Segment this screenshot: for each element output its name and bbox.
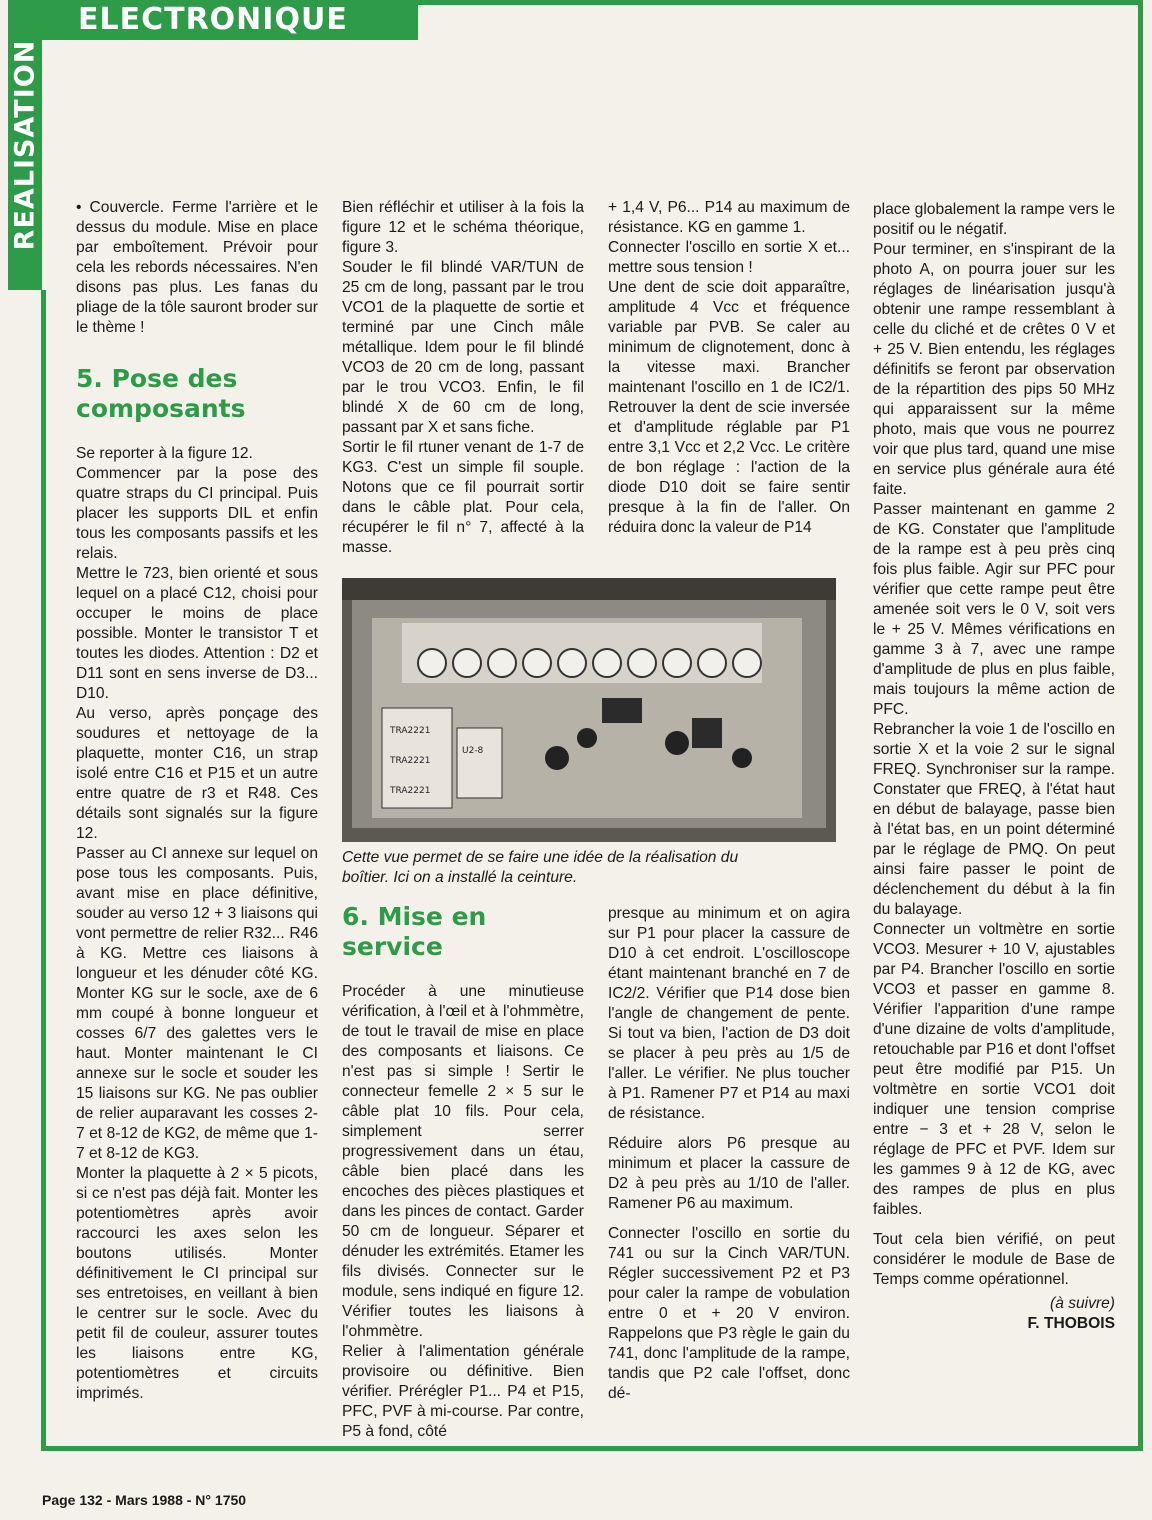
- side-tab: [8, 0, 42, 290]
- photo-illustration: [342, 578, 836, 842]
- paragraph: Souder le fil blindé VAR/TUN de 25 cm de long, passant par le trou VCO1 de la plaquette de sortie et terminé par une Cinch mâle métallique. Idem pour le fil blindé VCO3 de 20 cm de long, passant par le trou VCO3. Enfin, le fil blindé X de 60 cm de long, passant par X et sans fiche.: [342, 259, 584, 436]
- paragraph: Passer au CI annexe sur lequel on pose tous les composants. Puis, avant mise en place définitive, souder au verso 12 + 3 liaisons qui vont permettre de relier R32... R46 à KG. Mettre ces liaisons à longueur et les dénuder côté KG. Monter KG sur le socle, axe de 6 mm coupé à bonne longueur et cosses 6/7 des galettes vers le haut. Monter maintenant le CI annexe sur le socle et souder les 15 liaisons sur KG. Ne pas oublier de relier auparavant les cosses 2-7 et 8-12 de KG2, de même que 1-7 et 8-12 de KG3.: [76, 845, 318, 1162]
- column-2-top: [342, 198, 584, 558]
- section-heading: 5. Pose des composants: [76, 364, 246, 423]
- paragraph: Passer maintenant en gamme 2 de KG. Constater que l'amplitude de la rampe est à peu près cinq fois plus faible. Agir sur PFC pour vérifier que cette rampe peut être amenée soit vers le 0 V, soit vers le + 25 V. Mêmes vérifications en gamme 3 à 7, avec une rampe d'amplitude de plus en plus faible, mais toujours la même action de PFC.: [873, 501, 1115, 718]
- paragraph: • Couvercle. Ferme l'arrière et le dessus du module. Mise en place par emboîtement. Prévoir pour cela les rebords nécessaires. N'en disons pas plus. Les fanas du pliage de la tôle sauront broder sur le thème !: [76, 199, 318, 336]
- paragraph: Commencer par la pose des quatre straps du CI principal. Puis placer les supports DIL et enfin tous les composants passifs et les relais.: [76, 465, 318, 562]
- paragraph: + 1,4 V, P6... P14 au maximum de résistance. KG en gamme 1.: [608, 199, 850, 236]
- paragraph: Au verso, après ponçage des soudures et nettoyage de la plaquette, monter C16, un strap isolé entre C16 et P15 et un autre entre quatre de r3 et R48. Ces détails sont signalés sur la figure 12.: [76, 705, 318, 842]
- paragraph: Relier à l'alimentation générale provisoire ou définitive. Bien vérifier. Prérégler P1... P4 et P15, PFC, PVF à mi-course. Par contre, P5 à fond, côté: [342, 1343, 584, 1440]
- photo-caption: Cette vue permet de se faire une idée de la réalisation du boîtier. Ici on a installé la ceinture.: [342, 849, 739, 886]
- section-heading: 6. Mise en service: [342, 902, 487, 961]
- photo-circuit-board: [342, 578, 836, 842]
- column-4: [873, 200, 1115, 1334]
- paragraph: Tout cela bien vérifié, on peut considérer le module de Base de Temps comme opérationnel.: [873, 1231, 1115, 1288]
- paragraph: Réduire alors P6 presque au minimum et placer la cassure de D2 à peu près au 1/10 de l'aller. Ramener P6 au maximum.: [608, 1135, 850, 1212]
- column-3-bottom: [608, 904, 850, 1404]
- page-footer: Page 132 - Mars 1988 - N° 1750: [42, 1492, 247, 1508]
- frame-border: [41, 290, 46, 1450]
- paragraph: Connecter un voltmètre en sortie VCO3. Mesurer + 10 V, ajustables par P4. Brancher l'oscillo en sortie VCO3 et passer en gamme 8. Vérifier l'apparition d'une rampe d'une dizaine de volts d'amplitude, retouchable par P16 et dont l'offset peut être modifié par P15. Un voltmètre en sortie VCO1 doit indiquer une tension comprise entre − 3 et + 28 V, selon le réglage de PFC et PVF. Idem sur les gammes 9 à 12 de KG, avec des rampes de plus en plus faibles.: [873, 921, 1115, 1218]
- side-label: REALISATION: [9, 39, 41, 251]
- frame-border: [1138, 0, 1143, 1450]
- paragraph: Bien réfléchir et utiliser à la fois la figure 12 et le schéma théorique, figure 3.: [342, 199, 584, 256]
- paragraph: place globalement la rampe vers le positif ou le négatif.: [873, 201, 1115, 238]
- paragraph: Connecter l'oscillo en sortie X et... mettre sous tension !: [608, 239, 850, 276]
- column-3-top: [608, 198, 850, 538]
- relay-label: U2-8: [462, 746, 484, 756]
- paragraph: Se reporter à la figure 12.: [76, 445, 253, 462]
- to-follow: (à suivre): [1050, 1295, 1115, 1312]
- column-1: [76, 198, 318, 1404]
- paragraph: Procéder à une minutieuse vérification, à l'œil et à l'ohmmètre, de tout le travail de mise en place des composants et liaisons. Ce n'est pas si simple ! Sertir le connecteur femelle 2 × 5 sur le câble plat 10 fils. Pour cela, simplement serrer progressivement dans un étau, câble bien placé dans les encoches des pièces plastiques et dans les pinces de contact. Garder 50 cm de longueur. Séparer et dénuder les extrémités. Etamer les fils divisés. Connecter sur le module, sens indiqué en figure 12. Vérifier toutes les liaisons à l'ohmmètre.: [342, 983, 584, 1340]
- frame-border: [418, 0, 1142, 5]
- frame-border: [41, 1446, 1143, 1451]
- relay-label: TRA2221: [390, 756, 431, 766]
- paragraph: Pour terminer, en s'inspirant de la photo A, on pourra jouer sur les réglages de linéarisation jusqu'à obtenir une rampe ressemblant à celle du cliché et de crêtes 0 V et + 25 V. Bien entendu, les réglages définitifs se feront par observation de la répartition des pips 50 MHz qui apparaissent sur la même photo, mais que vous ne pourrez voir que plus tard, quand une mise en service plus générale aura été faite.: [873, 241, 1115, 498]
- paragraph: Mettre le 723, bien orienté et sous lequel on a placé C12, choisi pour occuper le moins de place possible. Monter le transistor T et toutes les diodes. Attention : D2 et D11 sont en sens inverse de D3... D10.: [76, 565, 318, 702]
- paragraph: presque au minimum et on agira sur P1 pour placer la cassure de D10 à cet endroit. L'oscilloscope étant maintenant branché en 7 de IC2/2. Vérifier que P14 dose bien l'angle de changement de pente. Si tout va bien, l'action de D3 doit se placer à peu près au 1/5 de l'aller. Le vérifier. Ne plus toucher à P1. Ramener P7 et P14 au maxi de résistance.: [608, 905, 850, 1122]
- author: F. THOBOIS: [1027, 1315, 1115, 1332]
- paragraph: Monter la plaquette à 2 × 5 picots, si ce n'est pas déjà fait. Monter les potentiomètres après avoir raccourci les axes selon les boutons utilisés. Monter définitivement le CI principal sur ses entretoises, en veillant à bien le centrer sur le socle. Avec du petit fil de couleur, assurer toutes les liaisons entre KG, potentiomètres et circuits imprimés.: [76, 1165, 318, 1402]
- relay-label: TRA2221: [390, 726, 431, 736]
- column-2-bottom: [342, 872, 584, 1442]
- paragraph: Rebrancher la voie 1 de l'oscillo en sortie X et la voie 2 sur le signal FREQ. Synchroniser sur la rampe. Constater que FREQ, à l'état haut en début de balayage, passe bien à l'état bas, en un point déterminé par le réglage de PMQ. On peut ainsi faire passer le point de déclenchement du début à la fin du balayage.: [873, 721, 1115, 918]
- relay-label: TRA2221: [390, 786, 431, 796]
- section-header: ELECTRONIQUE: [42, 0, 418, 40]
- paragraph: Sortir le fil rtuner venant de 1-7 de KG3. C'est un simple fil souple. Notons que ce fil pourrait sortir dans le câble plat. Pour cela, récupérer le fil n° 7, affecté à la masse.: [342, 439, 584, 556]
- paragraph: Connecter l'oscillo en sortie du 741 ou sur la Cinch VAR/TUN. Régler successivement P2 et P3 pour caler la rampe de vobulation entre 0 et + 20 V environ. Rappelons que P3 règle le gain du 741, donc l'amplitude de la rampe, tandis que P2 cale l'offset, donc dé-: [608, 1225, 850, 1402]
- paragraph: Une dent de scie doit apparaître, amplitude 4 Vcc et fréquence variable par PVB. Se caler au minimum de clignotement, donc à la vitesse maxi. Brancher maintenant l'oscillo en 1 de IC2/1. Retrouver la dent de scie inversée et d'amplitude réglable par P1 entre 3,1 Vcc et 2,2 Vcc. Le critère de bon réglage : l'action de la diode D10 doit se faire sentir presque à la fin de l'aller. On réduira donc la valeur de P14: [608, 279, 850, 536]
